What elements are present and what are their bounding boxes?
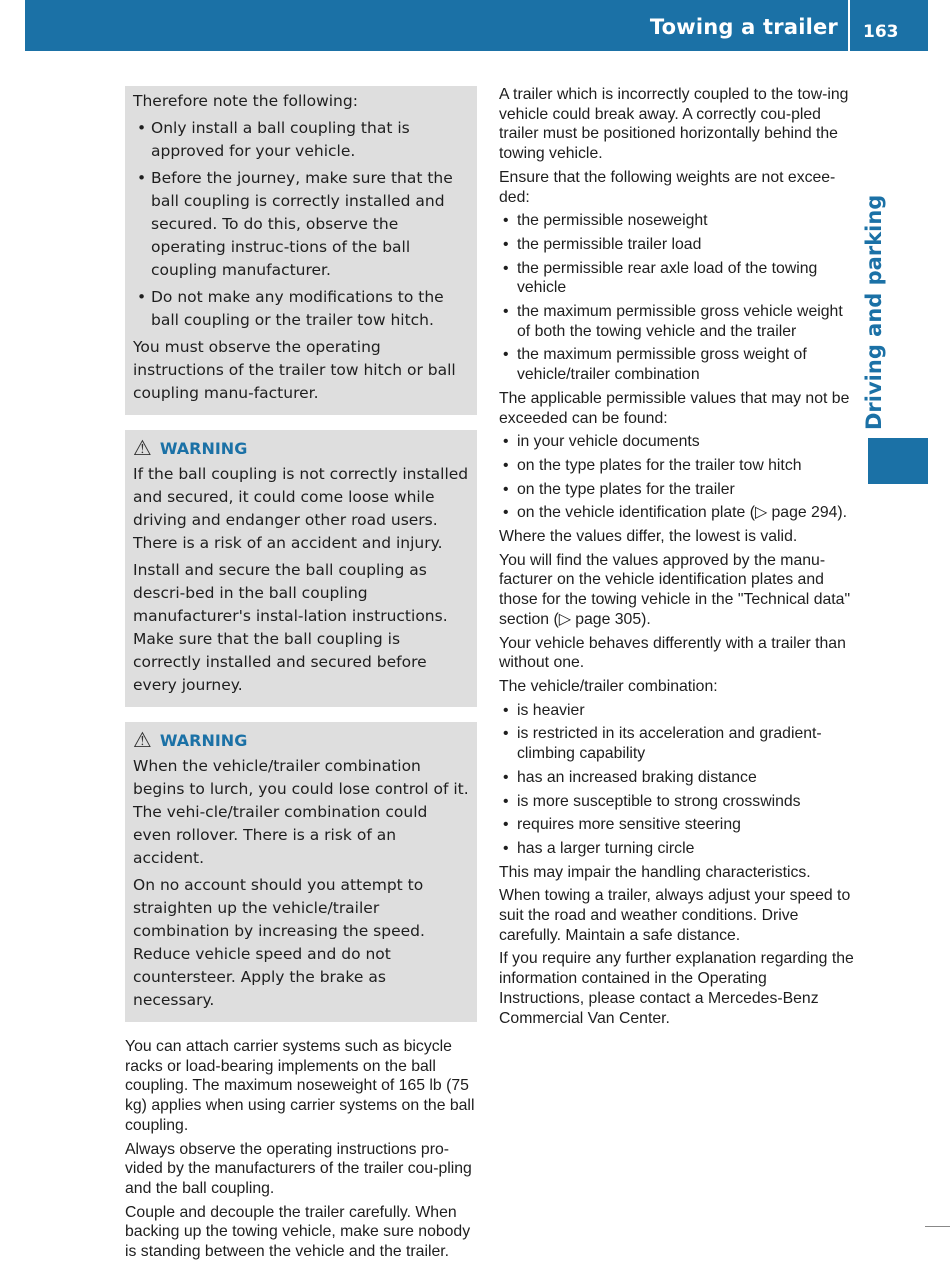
left-body-text [125, 1037, 477, 1262]
warning-text: When the vehicle/trailer combination begins to lurch, you could lose control of it. The vehi-cle/trailer combination could even rollover. There is a risk of an accident. [133, 757, 469, 867]
note-list [133, 117, 469, 332]
chapter-tab-marker [868, 438, 928, 484]
list-item: • the permissible rear axle load of the towing vehicle [499, 259, 855, 298]
page-number: 163 [863, 22, 899, 42]
list-item: • has an increased braking distance [499, 768, 855, 788]
body-paragraph: Always observe the operating instructions pro-vided by the manufacturers of the trailer cou-pling and the ball coupling. [125, 1140, 472, 1197]
note-box [125, 86, 477, 415]
body-paragraph: The applicable permissible values that may not be exceeded can be found: [499, 389, 850, 427]
crop-mark [925, 1226, 950, 1227]
warning-triangle-icon: ⚠ [133, 436, 152, 460]
section-title: Towing a trailer [649, 15, 838, 39]
sources-list [499, 432, 855, 523]
list-item: • the maximum permissible gross weight of vehicle/trailer combination [499, 345, 855, 384]
body-paragraph: The vehicle/trailer combination: [499, 677, 718, 695]
body-paragraph: Couple and decouple the trailer carefully. When backing up the towing vehicle, make sure nobody is standing between the vehicle and the trailer. [125, 1203, 471, 1261]
list-item: • on the type plates for the trailer [499, 480, 855, 500]
list-item: • on the vehicle identification plate (▷ page 294). [499, 503, 855, 523]
body-paragraph: When towing a trailer, always adjust your speed to suit the road and weather conditions. Drive carefully. Maintain a safe distance. [499, 887, 851, 944]
warning-text: On no account should you attempt to straighten up the vehicle/trailer combination by increasing the speed. Reduce vehicle speed and do not countersteer. Apply the brake as necessary. [133, 876, 425, 1009]
warning-text: If the ball coupling is not correctly installed and secured, it could come loose while driving and endanger other road users. There is a risk of an accident and injury. [133, 465, 469, 552]
list-item: • has a larger turning circle [499, 839, 855, 859]
note-item: • Do not make any modifications to the ball coupling or the trailer tow hitch. [133, 286, 469, 332]
body-paragraph: This may impair the handling characteristics. [499, 863, 811, 881]
warning-label: WARNING [159, 730, 248, 750]
behaviour-list [499, 701, 855, 859]
note-item: • Before the journey, make sure that the ball coupling is correctly installed and secured. To do this, observe the operating instruc-tions of the ball coupling manufacturer. [133, 167, 469, 282]
list-item: • the maximum permissible gross vehicle weight of both the towing vehicle and the trailer [499, 302, 855, 341]
list-item: • in your vehicle documents [499, 432, 855, 452]
chapter-tab-label: Driving and parking [862, 194, 886, 430]
list-item: • is restricted in its acceleration and gradient-climbing capability [499, 724, 855, 763]
body-paragraph: Ensure that the following weights are not excee-ded: [499, 168, 836, 206]
warning-heading [133, 728, 469, 752]
warning-text: Install and secure the ball coupling as descri-bed in the ball coupling manufacturer's instal-lation instructions. Make sure that the ball coupling is correctly installed and secured before every journey. [133, 561, 448, 694]
header-divider [848, 0, 850, 51]
right-column [499, 85, 855, 1032]
warning-box-lurch [125, 722, 477, 1022]
left-column [125, 86, 477, 1266]
list-item: • requires more sensitive steering [499, 815, 855, 835]
body-paragraph: You will find the values approved by the manu-facturer on the vehicle identification plates and those for the towing vehicle in the "Technical data" section (▷ page 305). [499, 551, 851, 628]
body-paragraph: Where the values differ, the lowest is valid. [499, 528, 798, 546]
list-item: • the permissible noseweight [499, 211, 855, 231]
note-intro: Therefore note the following: [133, 92, 358, 110]
note-item: • Only install a ball coupling that is approved for your vehicle. [133, 117, 469, 163]
note-closing: You must observe the operating instructions of the trailer tow hitch or ball coupling manu-facturer. [133, 338, 456, 402]
body-paragraph: Your vehicle behaves differently with a trailer than without one. [499, 634, 846, 672]
warning-box-ball-coupling [125, 430, 477, 707]
body-paragraph: If you require any further explanation regarding the information contained in the Operating Instructions, please contact a Mercedes-Benz Commercial Van Center. [499, 950, 854, 1027]
list-item: • is heavier [499, 701, 855, 721]
warning-triangle-icon: ⚠ [133, 728, 152, 752]
weights-list [499, 211, 855, 385]
body-paragraph: You can attach carrier systems such as bicycle racks or load-bearing implements on the ball coupling. The maximum noseweight of 165 lb (75 kg) applies when using carrier systems on the ball coupling. [125, 1038, 475, 1134]
warning-heading [133, 436, 469, 460]
list-item: • is more susceptible to strong crosswinds [499, 792, 855, 812]
list-item: • on the type plates for the trailer tow hitch [499, 456, 855, 476]
page-header [25, 0, 928, 51]
warning-label: WARNING [159, 438, 248, 458]
body-paragraph: A trailer which is incorrectly coupled to the tow-ing vehicle could break away. A correctly cou-pled trailer must be positioned horizontally behind the towing vehicle. [499, 86, 849, 163]
list-item: • the permissible trailer load [499, 235, 855, 255]
